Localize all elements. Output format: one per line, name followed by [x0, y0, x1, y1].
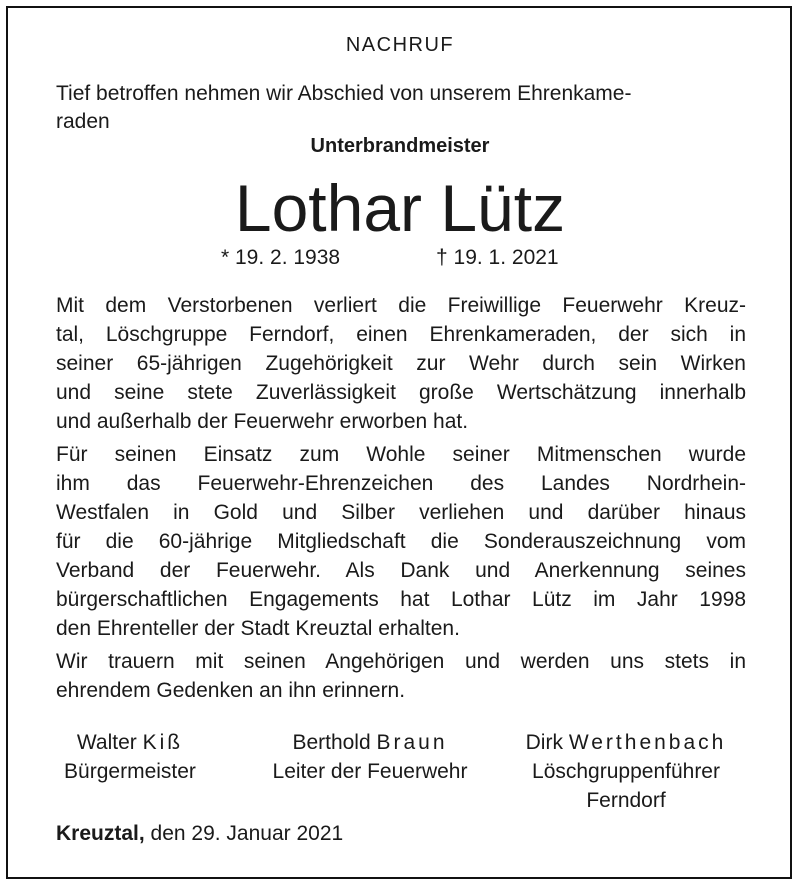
signatory-role: Ferndorf	[586, 789, 666, 812]
place: Kreuztal,	[56, 822, 145, 845]
signatory-mayor	[40, 728, 220, 786]
paragraph-line: den Ehrenteller der Stadt Kreuztal erhalten.	[56, 617, 460, 640]
signatory-name: Walter Kiß	[76, 731, 184, 754]
paragraph-mourning	[56, 647, 746, 705]
paragraph-line: ehrendem Gedenken an ihn erinnern.	[56, 679, 406, 702]
signatory-role: Leiter der Feuerwehr	[272, 760, 468, 783]
paragraph-tribute	[56, 291, 746, 436]
paragraph-honors	[56, 440, 746, 643]
paragraph-line: Für seinen Einsatz zum Wohle seiner Mitmenschen wurde	[56, 443, 746, 466]
paragraph-line: Verband der Feuerwehr. Als Dank und Anerkennung seines	[56, 559, 746, 582]
paragraph-line: und außerhalb der Feuerwehr erworben hat.	[56, 410, 469, 433]
paragraph-line: ihm das Feuerwehr-Ehrenzeichen des Landes Nordrhein-	[56, 472, 746, 495]
intro-line-1: Tief betroffen nehmen wir Abschied von unserem Ehrenkame-	[56, 82, 632, 105]
signatory-fire-chief	[240, 728, 500, 786]
paragraph-line: tal, Löschgruppe Ferndorf, einen Ehrenkameraden, der sich in	[56, 323, 746, 346]
deceased-name: Lothar Lütz	[234, 171, 566, 245]
death-date: † 19. 1. 2021	[436, 246, 559, 269]
signatory-role: Bürgermeister	[64, 760, 196, 783]
paragraph-line: bürgerschaftlichen Engagements hat Lothar Lütz im Jahr 1998	[56, 588, 746, 611]
deceased-rank: Unterbrandmeister	[310, 135, 490, 157]
paragraph-line: Westfalen in Gold und Silber verliehen und darüber hinaus	[56, 501, 746, 524]
signatory-name: Dirk Werthenbach	[525, 731, 727, 754]
notice-heading: NACHRUF	[345, 34, 455, 56]
intro-line-2: raden	[56, 110, 110, 133]
signatory-name: Berthold Braun	[292, 731, 448, 754]
signatory-group-leader	[496, 728, 756, 815]
date: den 29. Januar 2021	[150, 822, 344, 845]
signatory-role: Löschgruppenführer	[532, 760, 720, 783]
place-and-date	[56, 822, 343, 846]
paragraph-line: für die 60-jährige Mitgliedschaft die Sonderauszeichnung vom	[56, 530, 746, 553]
paragraph-line: Mit dem Verstorbenen verliert die Freiwillige Feuerwehr Kreuz-	[56, 294, 746, 317]
paragraph-line: seiner 65-jährigen Zugehörigkeit zur Wehr durch sein Wirken	[56, 352, 746, 375]
paragraph-line: und seine stete Zuverlässigkeit große Wertschätzung innerhalb	[56, 381, 746, 404]
birth-date: * 19. 2. 1938	[221, 246, 341, 269]
paragraph-line: Wir trauern mit seinen Angehörigen und werden uns stets in	[56, 650, 746, 673]
